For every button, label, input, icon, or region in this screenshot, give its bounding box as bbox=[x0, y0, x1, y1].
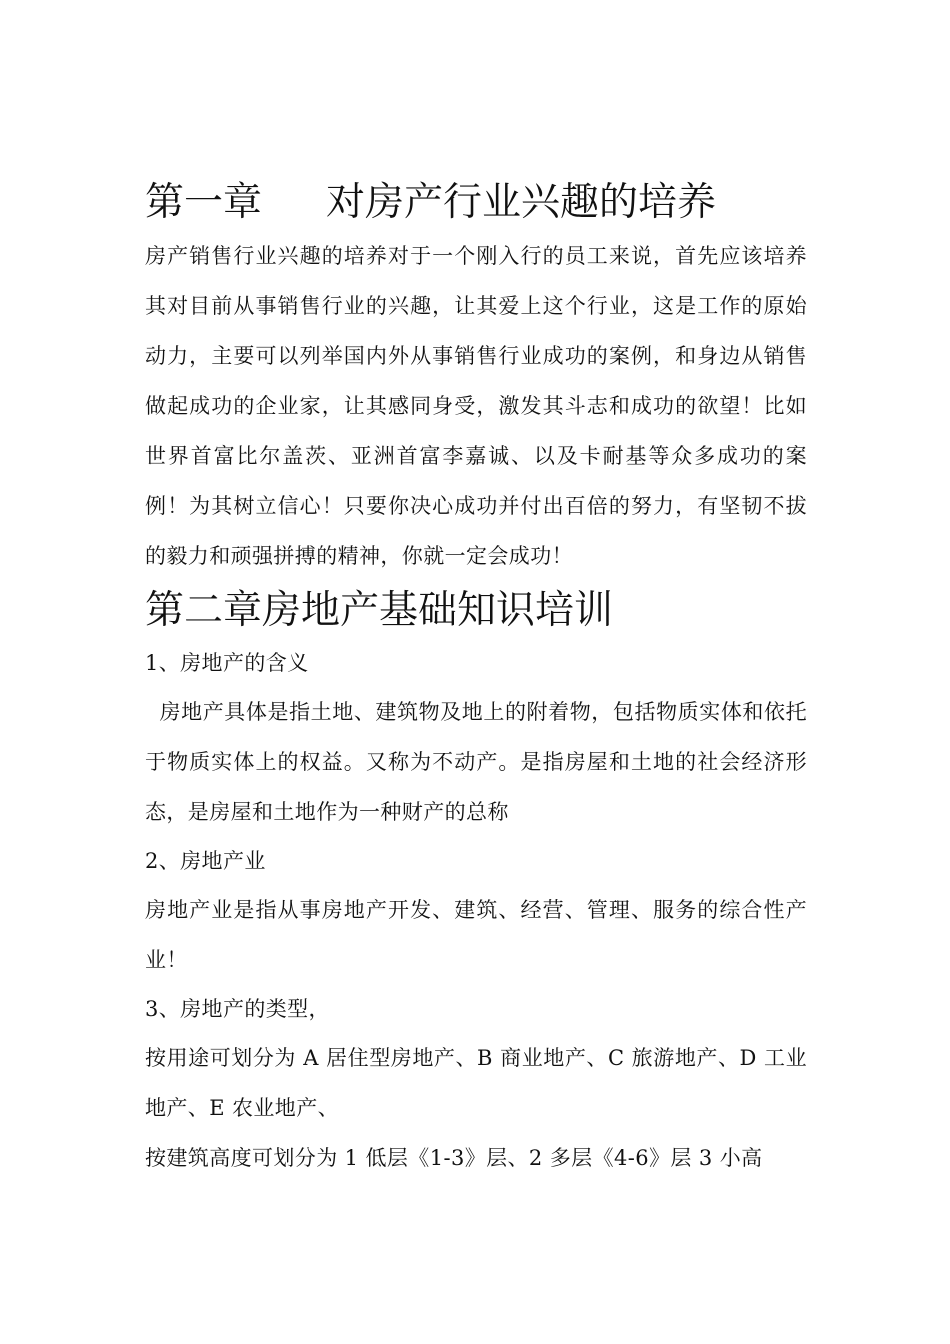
chapter-2-title: 第二章房地产基础知识培训 bbox=[145, 588, 614, 633]
section-1-heading: 1、房地产的含义 bbox=[145, 651, 309, 675]
chapter-1-body: 房产销售行业兴趣的培养对于一个刚入行的员工来说，首先应该培养其对目前从事销售行业的兴趣，让其爱上这个行业，这是工作的原始动力，主要可以列举国内外从事销售行业成功的案例，和身边从销售做起成功的企业家，让其感同身受，激发其斗志和成功的欲望！比如世界首富比尔盖茨、亚洲首富李嘉诚、以及卡耐基等众多成功的案例！为其树立信心！只要你决心成功并付出百倍的努力，有坚韧不拔的毅力和顽强拼搏的精神，你就一定会成功！ bbox=[145, 244, 807, 568]
chapter-1-name: 对房产行业兴趣的培养 bbox=[326, 180, 717, 225]
section-2-body: 房地产业是指从事房地产开发、建筑、经营、管理、服务的综合性产业！ bbox=[145, 898, 807, 972]
section-3-body: 按用途可划分为 A 居住型房地产、B 商业地产、C 旅游地产、D 工业地产、E 农业地产、 bbox=[145, 1046, 807, 1120]
document-page bbox=[145, 175, 807, 1183]
section-3-body-continued: 按建筑高度可划分为 1 低层《1-3》层、2 多层《4-6》层 3 小高 bbox=[145, 1146, 763, 1170]
section-2-heading: 2、房地产业 bbox=[145, 849, 266, 873]
chapter-1-title bbox=[145, 175, 807, 231]
chapter-1-number: 第一章 bbox=[145, 180, 263, 225]
section-1-body: 房地产具体是指土地、建筑物及地上的附着物，包括物质实体和依托于物质实体上的权益。又称为不动产。是指房屋和土地的社会经济形态，是房屋和土地作为一种财产的总称 bbox=[145, 700, 807, 824]
section-3-heading: 3、房地产的类型， bbox=[145, 997, 330, 1021]
